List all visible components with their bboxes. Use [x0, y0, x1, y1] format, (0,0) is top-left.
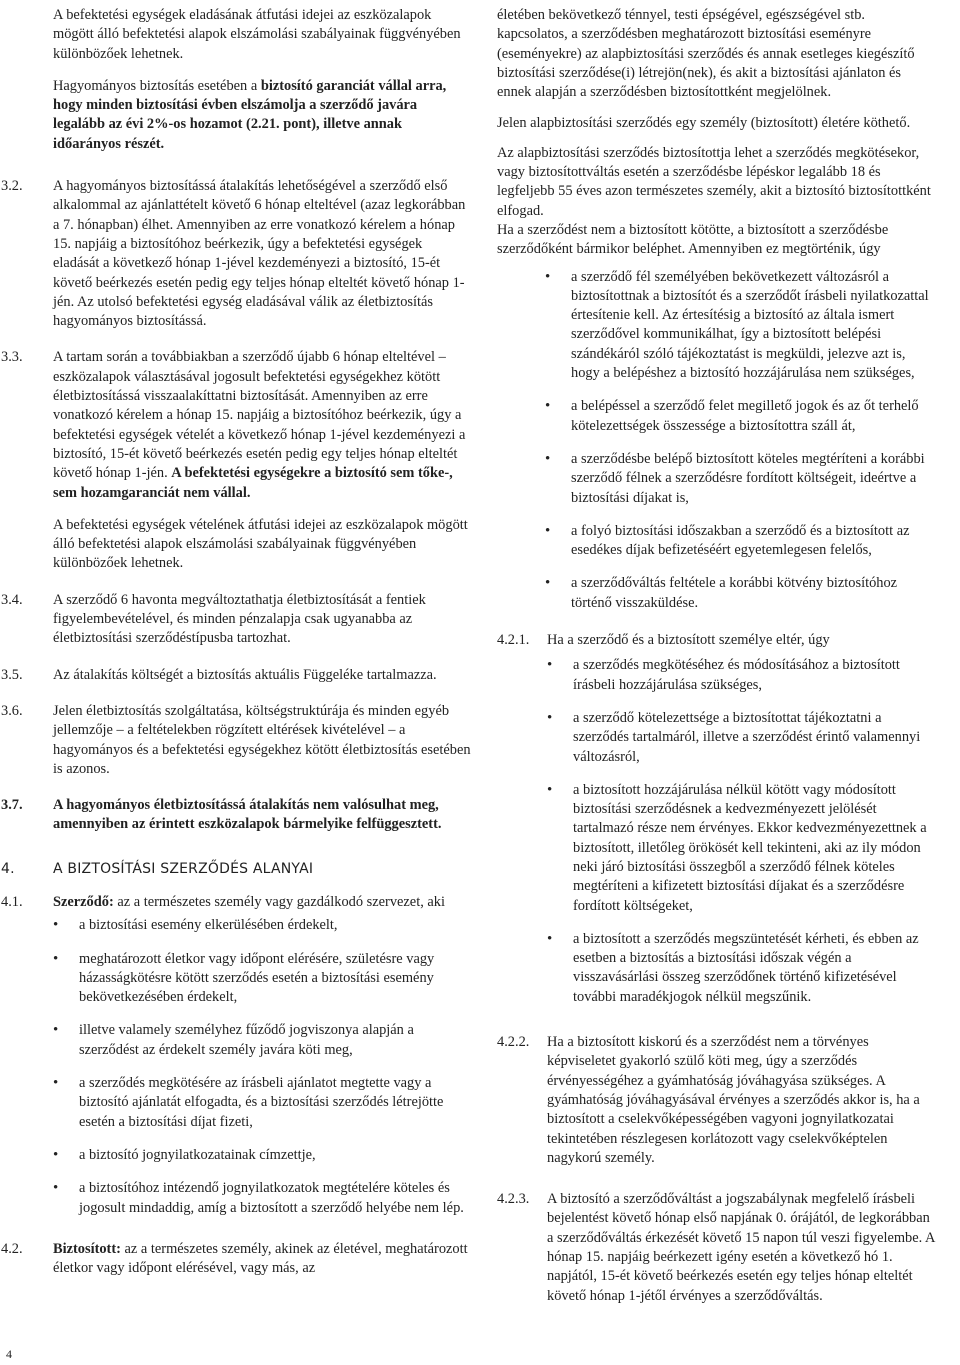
chapter-number: 4.	[1, 860, 15, 877]
policyholder-list	[53, 916, 471, 1218]
section-text	[53, 348, 471, 502]
section-text-2: A befektetési egységek vételének átfutási idejei az eszközalapok mögött álló befektetési alapok elszámolási szabályainak függvényében különbözőek lehetnek.	[53, 516, 468, 572]
section-number: 3.7.	[1, 797, 23, 814]
definition-text: az a természetes személy, akinek az életével, meghatározott életkor vagy időpont elérésével, vagy más, az	[53, 1240, 468, 1277]
list-item: • a biztosítóhoz intézendő jognyilatkozatok megtételére köteles és jogosult mindaddig, amíg a biztosított a szerződő helyébe nem lép.	[53, 1179, 471, 1218]
page-number: 4	[6, 1347, 12, 1361]
section-number: 3.2.	[1, 178, 23, 195]
section-number: 4.2.	[1, 1240, 23, 1257]
section-text: A hagyományos biztosítássá átalakítás lehetőségével a szerződő első alkalommal az ajánlattételt követő 6 hónap elteltével (azaz legkorábban a 7. hónapban) élhet. Amennyiben az erre vonatkozó kérelem a hónap 15. napjáig a biztosítóhoz beérkezik, úgy a befektetési egységek eladását a következő hónap 1-jével kezdeményezi a biztosító, 15-ét követő beérkezés esetén pedig egy teljes hónap elteltét követő hónap 1-jén. Az utolsó befektetési egység eladásával válik az életbiztosítás hagyományos biztosítássá.	[53, 178, 466, 330]
list-item: • a biztosító jognyilatkozatainak címzettje,	[53, 1146, 471, 1165]
section-4-2	[1, 1240, 471, 1279]
section-text	[53, 893, 471, 912]
section-number: 3.6.	[1, 702, 23, 719]
right-column	[497, 0, 937, 1323]
section-number: 3.4.	[1, 591, 23, 608]
intro-p2-guarantee: biztosító garanciát vállal arra, hogy minden biztosítási évben elszámolja a szerződő javára legalább az évi 2%-os hozamot (2.21. pont), illetve annak időarányos részét.	[53, 77, 447, 152]
list-item: • a szerződő kötelezettsége a biztosítottat tájékoztatni a szerződés tartalmáról, illetve a szerződést érintő valamennyi változásról,	[547, 709, 937, 767]
list-item: • a szerződőváltás feltétele a korábbi kötvény biztosítóhoz történő visszaküldése.	[545, 574, 937, 613]
intro-p2-lead: Hagyományos biztosítás esetében a	[53, 77, 261, 94]
different-persons-list	[547, 656, 937, 1007]
list-item: • meghatározott életkor vagy időpont elérésére, születésre vagy házasságkötésre kötött szerződés esetén a biztosítási esemény bekövetkezésében érdekelt,	[53, 950, 471, 1008]
list-item: • a folyó biztosítási időszakban a szerződő és a biztosított az esedékes díjak befizetéséért egyetemlegesen felelős,	[545, 522, 937, 561]
section-text: Ha a biztosított kiskorú és a szerződést nem a törvényes képviseletet gyakorló szülő köti meg, úgy a szerződés érvényességéhez a gyámhatóság jóváhagyása szükséges. A gyámhatóság jóváhagyásával érvényes a szerződés akkor is, ha a biztosított a cselekvőképességében vagyoni jognyilatkozatai tekintetében részlegesen korlátozott vagy cselekvőképtelen nagykorú személy.	[547, 1034, 920, 1166]
section-text: A hagyományos életbiztosítássá átalakítás nem valósulhat meg, amennyiben az érintett eszközalapok bármelyike felfüggesztett.	[53, 797, 442, 833]
section-4-2-1	[497, 631, 937, 1021]
section-3-5	[1, 666, 471, 685]
section-4-2-3	[497, 1190, 937, 1306]
definition-text: az a természetes személy vagy gazdálkodó szervezet, aki	[113, 893, 445, 910]
list-item: • a biztosított hozzájárulása nélkül kötött vagy módosított biztosítási szerződésnek a kedvezményezett jelölését tartalmazó része nem érvényes. Ekkor kedvezményezettnek a biztosított, illetőleg örökösét kell tekinteni, aki az ily módon neki járó biztosítási összegből a szerződő félnek köteles megtéríteni a kifizetett biztosítási díjakat és a szerződésre fordított költségeket,	[547, 781, 937, 916]
list-item: • a biztosított a szerződés megszüntetését kérheti, és ebben az esetben a biztosítás a biztosítási időszak végén a visszavásárlási összeg szerződőnek történő kifizetésével további maradékjogok nélkül megszűnik.	[547, 930, 937, 1007]
paragraph-single-insured: Jelen alapbiztosítási szerződés egy személy (biztosított) életére köthető.	[497, 115, 911, 132]
list-item: • a szerződés megkötéséhez és módosításához a biztosított írásbeli hozzájárulása szükséges,	[547, 656, 937, 695]
section-number: 4.2.1.	[497, 632, 530, 649]
section-3-2	[1, 177, 471, 331]
section-number: 3.5.	[1, 666, 23, 683]
no-guarantee-statement: A befektetési egységekre a biztosító sem tőke-, sem hozamgaranciát nem vállal.	[53, 465, 453, 501]
section-number: 4.1.	[1, 893, 23, 910]
defined-term: Szerződő:	[53, 893, 114, 910]
list-item: • a belépéssel a szerződő felet megillető jogok és az őt terhelő kötelezettségek összessége a biztosítottra száll át,	[545, 397, 937, 436]
section-text: A szerződő 6 havonta megváltoztathatja életbiztosítását a fentiek figyelembevételével, és minden pénzalapja csak ugyanabba az életbiztosítási szerződéstípusba tartozhat.	[53, 591, 426, 647]
list-item: • illetve valamely személyhez fűződő jogviszonya alapján a szerződést az érdekelt személy javára köti meg,	[53, 1021, 471, 1060]
paragraph-insured-joins: Ha a szerződést nem a biztosított kötötte, a biztosított a szerződésbe szerződőként bármikor beléphet. Amennyiben ez megtörténik, úgy	[497, 221, 889, 258]
section-text: A biztosító a szerződőváltást a jogszabálynak megfelelő írásbeli bejelentést követő hónap első napjának 0. órájától, de legkorábban a szerződőváltás érkezését követő 15 napon túl veszi figyelembe. A hónap 15. napjáig beérkezett igény esetén a következő hó 1. napjától, 15-ét követő beérkezés esetén egy teljes hónap elteltét követő hónap 1-jétől érvényes a szerződőváltás.	[547, 1191, 935, 1304]
section-4-1	[1, 893, 471, 1232]
defined-term: Biztosított:	[53, 1240, 121, 1257]
joining-consequences-list	[497, 268, 937, 613]
section-number: 4.2.3.	[497, 1191, 530, 1208]
list-item: • a szerződésbe belépő biztosított köteles megtéríteni a korábbi szerződő félnek a szerződésre fordított költségeit, ideértve a biztosítási díjakat is,	[545, 450, 937, 508]
section-number: 3.3.	[1, 349, 23, 366]
section-3-3	[1, 348, 471, 573]
intro-paragraph-1: A befektetési egységek eladásának átfutási idejei az eszközalapok mögött álló befektetési alapok elszámolási szabályainak függvényében különbözőek lehetnek.	[53, 7, 461, 62]
section-text: Ha a szerződő és a biztosított személye eltér, úgy	[547, 632, 830, 649]
section-3-7	[1, 796, 471, 835]
intro-paragraph-2	[53, 77, 471, 154]
continued-paragraph: életében bekövetkező ténnyel, testi épségével, egészségével stb. kapcsolatos, a szerződésben meghatározott biztosítási eseményre (eseményekre) az alapbiztosítási szerződés és annak esetleges kiegészítő biztosítási szerződése(i) létrejön(nek), és akit a biztosítási ajánlaton és ennek alapján a szerződésben biztosítottként megjelölnek.	[497, 7, 915, 101]
section-4-2-2	[497, 1033, 937, 1168]
left-column	[1, 0, 471, 1295]
section-3-6	[1, 702, 471, 779]
list-item: • a szerződő fél személyében bekövetkezett változásról a biztosítottnak a biztosítót és a szerződőt írásbeli nyilatkozattal értesítenie kell. Az értesítésig a biztosító az általa ismert szerződővel kommunikálhat, így a biztosított belépési szándékáról szóló tájékoztatást is megküldi, jelezve azt is, hogy a belépéshez a biztosító hozzájárulása nem szükséges,	[545, 268, 937, 384]
section-3-4	[1, 591, 471, 649]
section-number: 4.2.2.	[497, 1034, 530, 1051]
chapter-title: A BIZTOSÍTÁSI SZERZŐDÉS ALANYAI	[53, 860, 314, 877]
chapter-heading	[1, 860, 471, 879]
list-item: • a biztosítási esemény elkerülésében érdekelt,	[53, 916, 471, 935]
section-text: Az átalakítás költségét a biztosítás aktuális Függeléke tartalmazza.	[53, 666, 437, 683]
section-text: Jelen életbiztosítás szolgáltatása, költségstruktúrája és minden egyéb jellemzője – a feltételekben rögzített eltérések kivételével – a hagyományos és a befektetési egységekhez kötött életbiztosítás esetében is azonos.	[53, 702, 471, 777]
section-text	[53, 1240, 471, 1279]
paragraph-insured-age: Az alapbiztosítási szerződés biztosítottja lehet a szerződés megkötésekor, vagy biztosítottváltás esetén a szerződésbe lépéskor legalább 18 és legfeljebb 55 éves azon természetes személy, akit a biztosító biztosítottként elfogad.	[497, 144, 931, 219]
list-item: • a szerződés megkötésére az írásbeli ajánlatot megtette vagy a biztosító ajánlatát elfogadta, és a biztosítási szerződés létrejötte esetén a biztosítási díjat fizeti,	[53, 1074, 471, 1132]
section-text-plain: A tartam során a továbbiakban a szerződő újabb 6 hónap elteltével – eszközalapok választásával jogosult befektetési egységekhez kötött életbiztosítássá visszaalakíttatni biztosítását. Amennyiben az erre vonatkozó kérelem a hónap 15. napjáig a biztosítóhoz beérkezik, úgy a befektetési egységek vételét a következő hónap 1-jével kezdeményezi a biztosító, 15-ét követő beérkezés esetén pedig egy teljes hónap elteltét követő hónap 1-jén.	[53, 349, 466, 482]
